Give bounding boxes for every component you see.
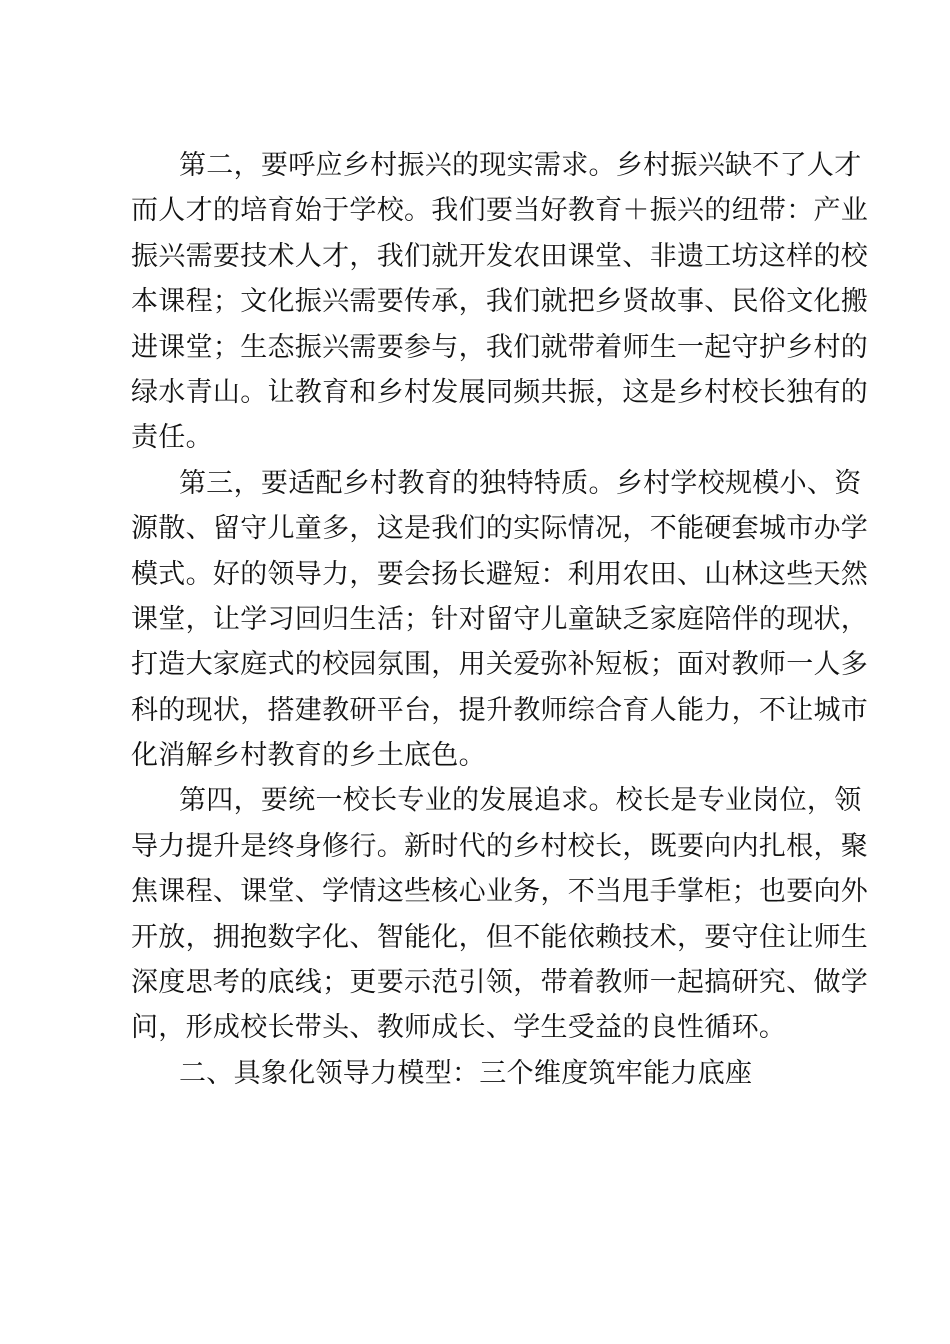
text-line: 第四，要统一校长专业的发展追求。校长是专业岗位，领 — [179, 785, 862, 817]
text-line: 开放，拥抱数字化、智能化，但不能依赖技术，要守住让师生 — [131, 921, 869, 953]
text-line: 课堂，让学习回归生活；针对留守儿童缺乏家庭陪伴的现状， — [131, 603, 869, 635]
heading-line: 二、具象化领导力模型：三个维度筑牢能力底座 — [179, 1057, 753, 1089]
text-line: 问，形成校长带头、教师成长、学生受益的良性循环。 — [131, 1012, 787, 1044]
text-line: 绿水青山。让教育和乡村发展同频共振，这是乡村校长独有的 — [131, 376, 869, 408]
paragraph-rural-revitalization — [131, 143, 869, 461]
text-line: 第二，要呼应乡村振兴的现实需求。乡村振兴缺不了人才 — [179, 150, 862, 181]
text-line: 本课程；文化振兴需要传承，我们就把乡贤故事、民俗文化搬 — [131, 286, 869, 318]
text-line: 进课堂；生态振兴需要参与，我们就带着师生一起守护乡村的 — [131, 331, 869, 363]
text-line: 责任。 — [131, 422, 213, 454]
document-body — [131, 143, 869, 1096]
paragraph-rural-education-traits — [131, 461, 869, 779]
text-line: 而人才的培育始于学校。我们要当好教育＋振兴的纽带：产业 — [131, 195, 869, 227]
text-line: 振兴需要技术人才，我们就开发农田课堂、非遗工坊这样的校 — [131, 240, 869, 272]
text-line: 打造大家庭式的校园氛围，用关爱弥补短板；面对教师一人多 — [131, 649, 869, 681]
text-line: 第三，要适配乡村教育的独特特质。乡村学校规模小、资 — [179, 467, 862, 499]
text-line: 化消解乡村教育的乡土底色。 — [131, 740, 486, 772]
text-line: 源散、留守儿童多，这是我们的实际情况，不能硬套城市办学 — [131, 513, 869, 545]
paragraph-principal-professional-development — [131, 778, 869, 1050]
text-line: 深度思考的底线；更要示范引领，带着教师一起搞研究、做学 — [131, 967, 869, 999]
text-line: 焦课程、课堂、学情这些核心业务，不当甩手掌柜；也要向外 — [131, 876, 869, 908]
text-line: 科的现状，搭建教研平台，提升教师综合育人能力，不让城市 — [131, 694, 869, 726]
text-line: 导力提升是终身修行。新时代的乡村校长，既要向内扎根，聚 — [131, 830, 869, 862]
section-heading — [131, 1051, 831, 1096]
text-line: 模式。好的领导力，要会扬长避短：利用农田、山林这些天然 — [131, 558, 869, 590]
